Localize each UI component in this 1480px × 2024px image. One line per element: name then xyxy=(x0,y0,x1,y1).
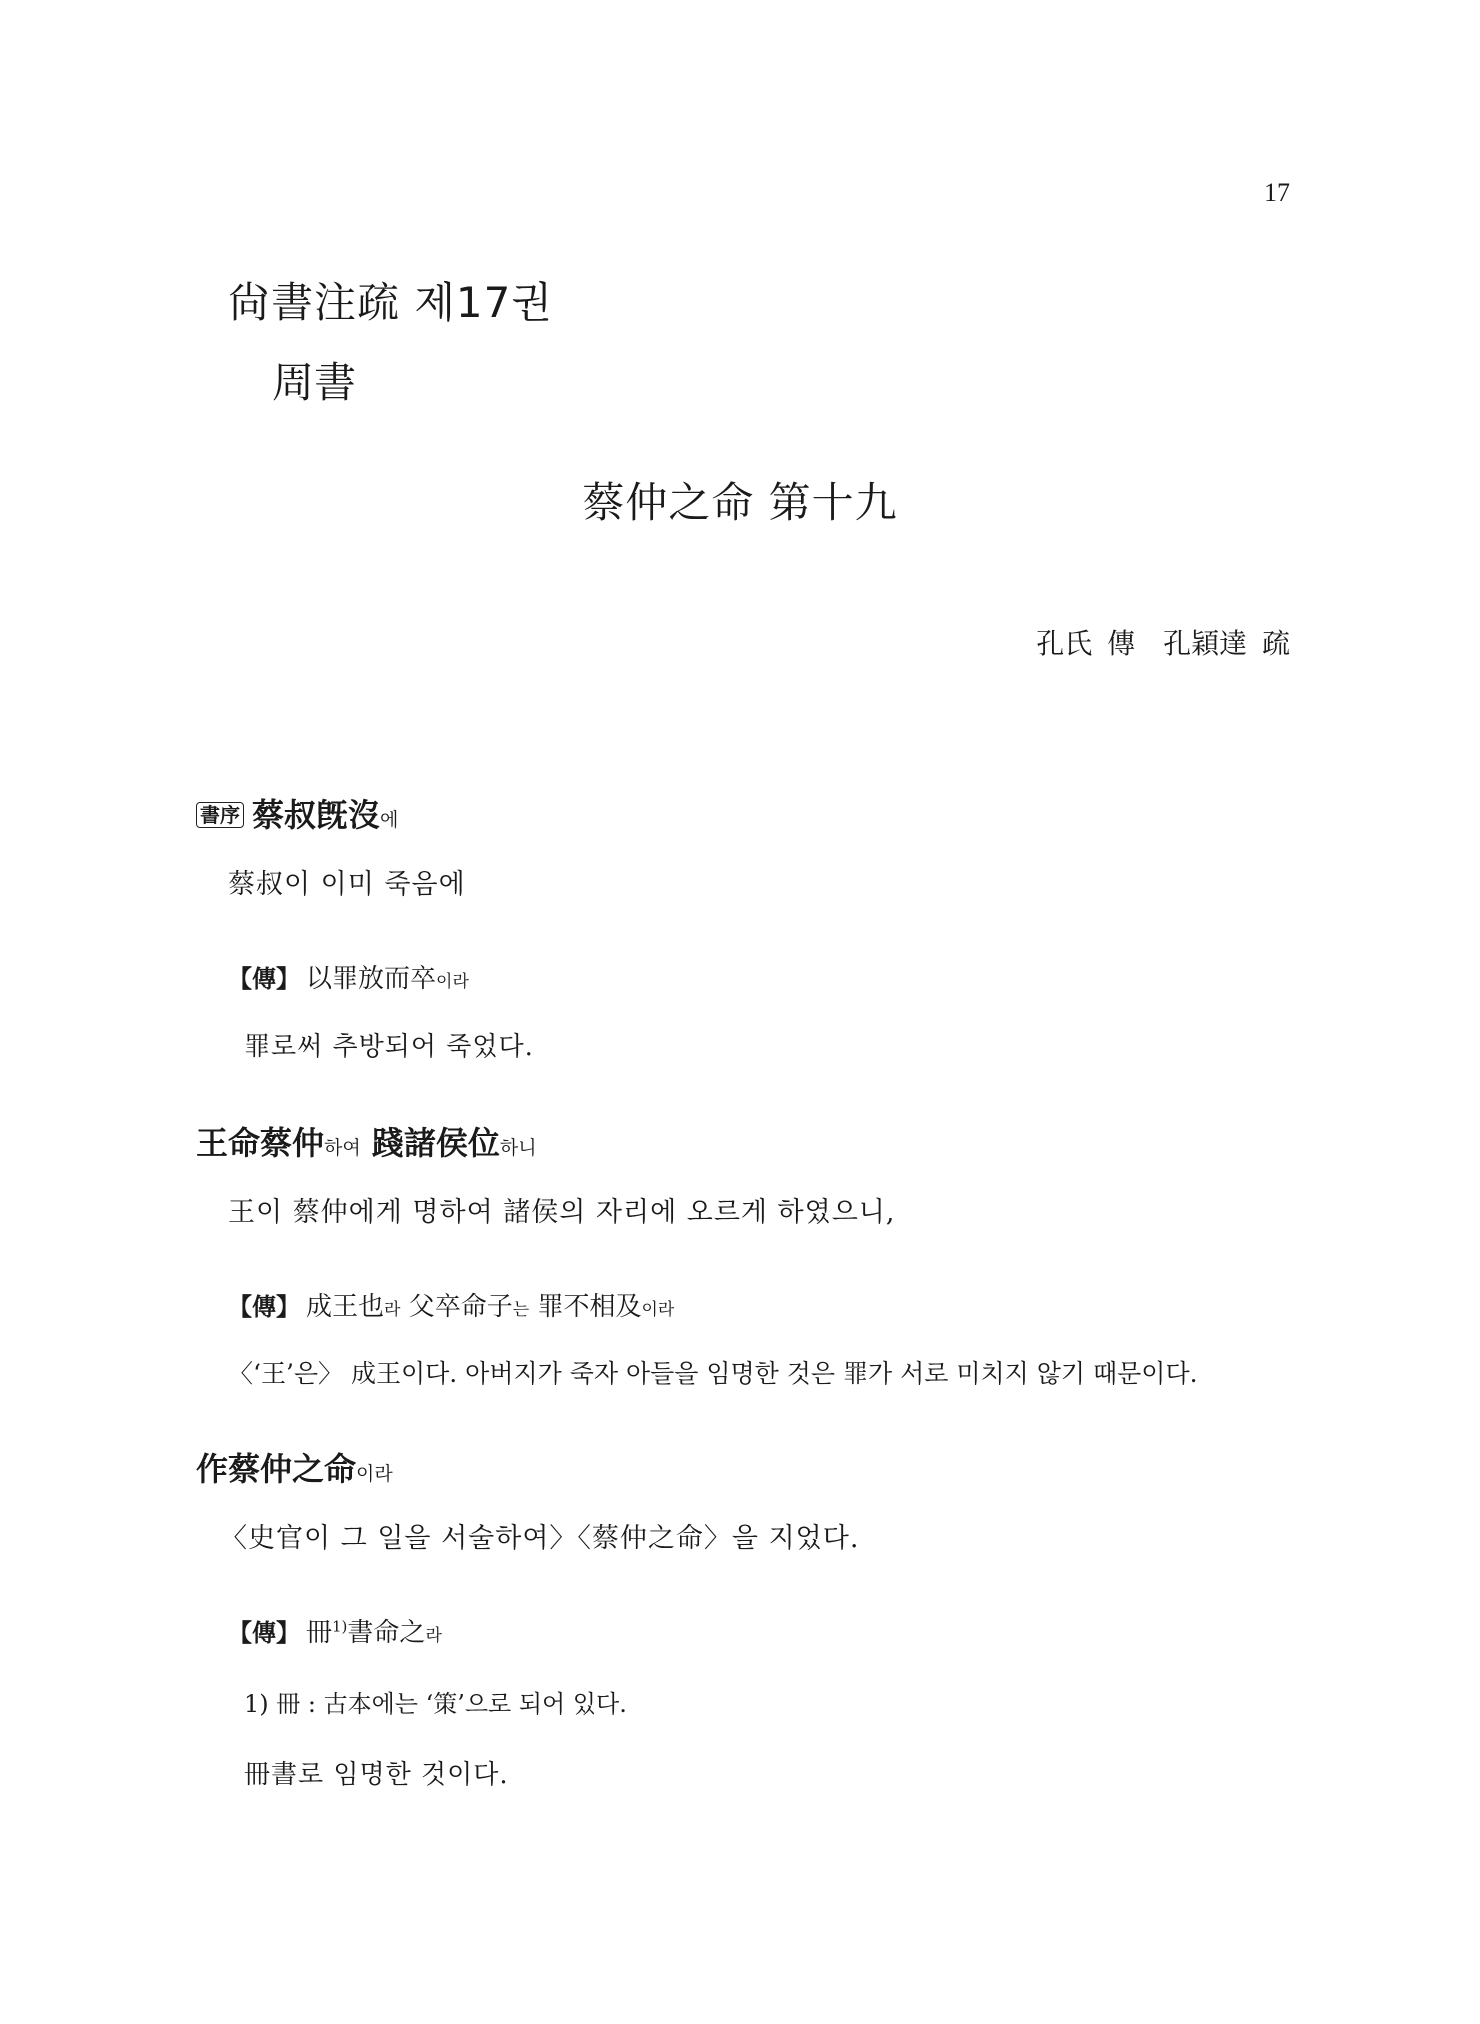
main-text: 作蔡仲之命 xyxy=(196,1450,357,1488)
footnote-ref: 1) xyxy=(332,1617,348,1636)
zhuan-text: 以罪放而卒 xyxy=(306,964,437,994)
main-translation: 蔡叔이 이미 죽음에 xyxy=(228,869,466,900)
zhuan-text: 冊 xyxy=(306,1618,333,1648)
zhuan-suffix: 라 xyxy=(425,1626,442,1646)
main-text: 蔡叔旣沒 xyxy=(252,796,381,834)
volume-title: 尙書注疏 제17권 xyxy=(228,278,553,327)
zhuan-suffix: 이라 xyxy=(641,1300,675,1320)
main-text-line xyxy=(196,1118,537,1164)
main-suffix: 하니 xyxy=(499,1137,537,1159)
attribution: 孔氏 傳 孔穎達 疏 xyxy=(1036,627,1290,660)
main-text: 王命蔡仲 xyxy=(196,1124,325,1162)
main-suffix: 이라 xyxy=(356,1463,393,1485)
chapter-title: 蔡仲之命 第十九 xyxy=(582,478,898,527)
main-suffix: 에 xyxy=(380,809,399,831)
zhuan-line xyxy=(228,1286,674,1323)
main-text-line xyxy=(196,1444,393,1490)
zhuan-suffix: 이라 xyxy=(436,972,469,992)
zhuan-text: 父卒命子 xyxy=(408,1292,513,1322)
zhuan-translation: 〈‘王’은〉 成王이다. 아버지가 죽자 아들을 임명한 것은 罪가 서로 미치지 않기 때문이다. xyxy=(228,1359,1198,1388)
zhuan-translation: 罪로써 추방되어 죽었다. xyxy=(244,1032,534,1062)
zhuan-line xyxy=(228,958,469,995)
shuxu-tag: 書序 xyxy=(196,802,244,828)
zhuan-translation: 冊書로 임명한 것이다. xyxy=(244,1760,509,1790)
main-translation: 〈史官이 그 일을 서술하여〉〈蔡仲之命〉을 지었다. xyxy=(220,1523,860,1554)
page-number: 17 xyxy=(1264,178,1290,207)
main-text-line xyxy=(196,790,398,836)
dynasty-heading: 周書 xyxy=(272,358,357,407)
main-translation: 王이 蔡仲에게 명하여 諸侯의 자리에 오르게 하였으니, xyxy=(228,1197,896,1228)
zhuan-tag: 【傳】 xyxy=(228,964,300,993)
zhuan-line xyxy=(228,1612,442,1649)
zhuan-text: 成王也 xyxy=(306,1292,385,1322)
zhuan-tag: 【傳】 xyxy=(228,1618,300,1647)
main-text: 踐諸侯位 xyxy=(371,1124,500,1162)
main-suffix: 하여 xyxy=(324,1137,361,1159)
zhuan-text: 罪不相及 xyxy=(537,1292,642,1322)
zhuan-suffix: 라 xyxy=(384,1300,401,1320)
zhuan-text: 書命之 xyxy=(347,1618,426,1648)
zhuan-tag: 【傳】 xyxy=(228,1292,300,1321)
footnote: 1) 冊 : 古本에는 ‘策’으로 되어 있다. xyxy=(244,1690,627,1718)
zhuan-suffix: 는 xyxy=(512,1300,530,1320)
